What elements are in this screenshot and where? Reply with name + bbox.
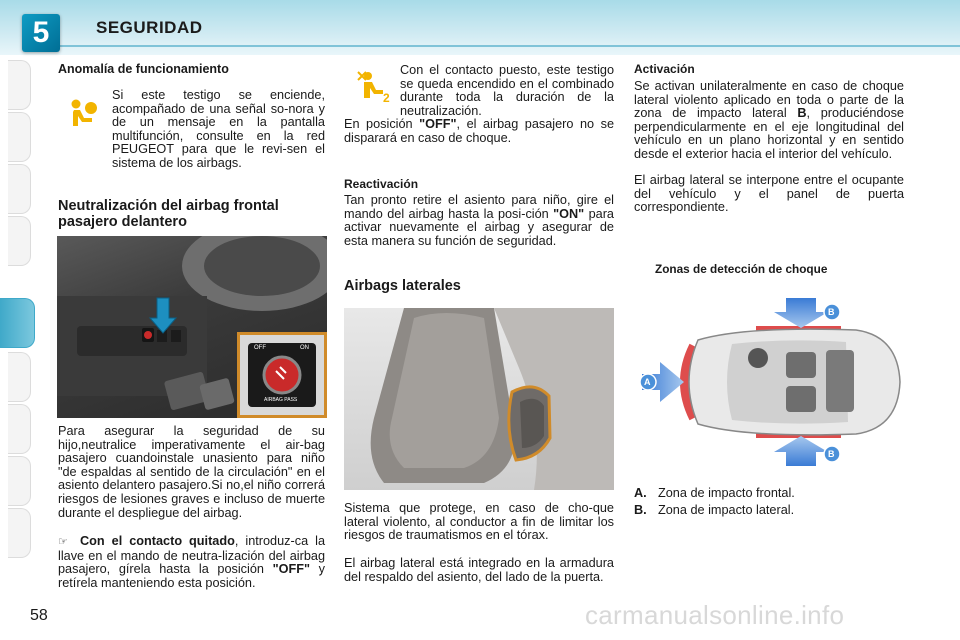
marker-a: A <box>644 377 651 387</box>
reactivacion-on: "ON" <box>553 206 585 221</box>
zones-legend <box>634 485 795 519</box>
bullet-item <box>58 535 325 590</box>
pointing-hand-icon: ☞ <box>58 536 68 548</box>
seat-photo <box>344 308 614 490</box>
header-divider <box>60 45 960 47</box>
bullet-text-1: , introduz-ca la llave en el mando de neutra-lización del airbag pasajero, gírela hasta la posición <box>58 534 325 577</box>
neutralizacion-heading-line2: pasajero delantero <box>58 214 187 230</box>
neutralizacion-heading <box>58 198 279 230</box>
airbag-off-icon <box>356 70 392 104</box>
activacion-b-letter: B <box>797 106 807 121</box>
watermark: carmanualsonline.info <box>585 600 845 630</box>
chapter-tab[interactable] <box>8 508 31 558</box>
chapter-badge: 5 <box>22 14 60 52</box>
neutralizacion-heading-line1: Neutralización del airbag frontal <box>58 198 279 214</box>
bullet-text-2: y retírela manteniendo esta posición. <box>58 562 325 590</box>
posicion-b: , el airbag pasajero no se disparará en caso de choque. <box>344 117 614 145</box>
dashboard-photo <box>57 236 327 418</box>
legend-letter: A. <box>634 486 647 500</box>
interpone-text: El airbag lateral se interpone entre el ocupante del vehículo y el panel de puerta correspondiente. <box>634 173 904 215</box>
activacion-c: , produciéndose perpendicularmente en el eje longitudinal del vehículo en un plano horizontal y en sentido desde el exterior hacia el interior del vehículo. <box>634 106 904 161</box>
switch-caption: AIRBAG PASS <box>264 397 298 403</box>
page-number: 58 <box>30 607 48 624</box>
contact-text: Con el contacto puesto, este testigo se queda encendido en el combinado durante toda la duración de la neutralización. <box>400 63 614 118</box>
switch-inset <box>237 332 327 418</box>
sistema-text: Sistema que protege, en caso de cho-que lateral violento, al conductor a fin de limitar los riesgos de traumatismos en el tórax. <box>344 501 614 543</box>
reactivacion-b: para activar nuevamente el airbag y asegurar de esta manera su función de seguridad. <box>344 206 614 248</box>
laterales-heading: Airbags laterales <box>344 278 461 294</box>
reactivacion-text <box>344 194 614 248</box>
integrado-text: El airbag lateral está integrado en la armadura del respaldo del asiento, del lado de la puerta. <box>344 556 614 584</box>
activacion-heading: Activación <box>634 62 695 76</box>
chapter-tab[interactable] <box>8 112 31 162</box>
chapter-tab[interactable] <box>8 164 31 214</box>
legend-letter: B. <box>634 503 647 517</box>
activacion-text <box>634 80 904 162</box>
bullet-bold: Con el contacto quitado <box>80 534 235 548</box>
chapter-tab[interactable] <box>8 60 31 110</box>
svg-text:2: 2 <box>383 91 390 104</box>
posicion-text <box>344 118 614 145</box>
legend-text: Zona de impacto frontal. <box>658 486 795 500</box>
anomalia-paragraph: Si este testigo se enciende, acompañado de una señal so-nora y de un mensaje en la pantalla multifunción, consulte en la red PEUGEOT para que le revi-sen el sistema de los airbags. <box>112 88 325 170</box>
posicion-a: En posición <box>344 117 420 131</box>
airbag-warning-icon <box>66 96 102 132</box>
anomalia-heading: Anomalía de funcionamiento <box>58 62 229 76</box>
chapter-tab-active[interactable] <box>0 298 35 348</box>
impact-zones-diagram <box>636 296 906 468</box>
page-title: SEGURIDAD <box>96 18 203 37</box>
chapter-tab[interactable] <box>8 216 31 266</box>
bullet-off: "OFF" <box>272 562 310 577</box>
switch-off-label: OFF <box>254 345 266 351</box>
legend-text: Zona de impacto lateral. <box>658 503 795 517</box>
zonas-heading: Zonas de detección de choque <box>655 262 828 276</box>
reactivacion-heading: Reactivación <box>344 177 419 191</box>
marker-b-top: B <box>828 307 835 317</box>
legend-item-a <box>634 485 795 502</box>
legend-item-b <box>634 502 795 519</box>
anomalia-text-a <box>112 89 325 171</box>
para-text: Para asegurar la seguridad de su hijo,neutralice imperativamente el air-bag pasajero cuandoinstale unasiento para niño "de espaldas al sentido de la circulación" en el asiento delantero pasajero.Si no,el niño correrá riesgos de lesiones graves e incluso de muerte durante el despliegue del airbag. <box>58 424 325 520</box>
chapter-tab[interactable] <box>8 456 31 506</box>
switch-on-label: ON <box>300 345 309 351</box>
marker-b-bottom: B <box>828 449 835 459</box>
activacion-a: Se activan unilateralmente en caso de choque lateral violento aplicado en toda o parte de la zona de impacto lateral <box>634 79 904 121</box>
reactivacion-a: Tan pronto retire el asiento para niño, gire el mando del airbag hasta la posi-ción <box>344 193 614 221</box>
posicion-off: "OFF" <box>419 117 457 131</box>
chapter-tab[interactable] <box>8 352 31 402</box>
chapter-tab[interactable] <box>8 404 31 454</box>
